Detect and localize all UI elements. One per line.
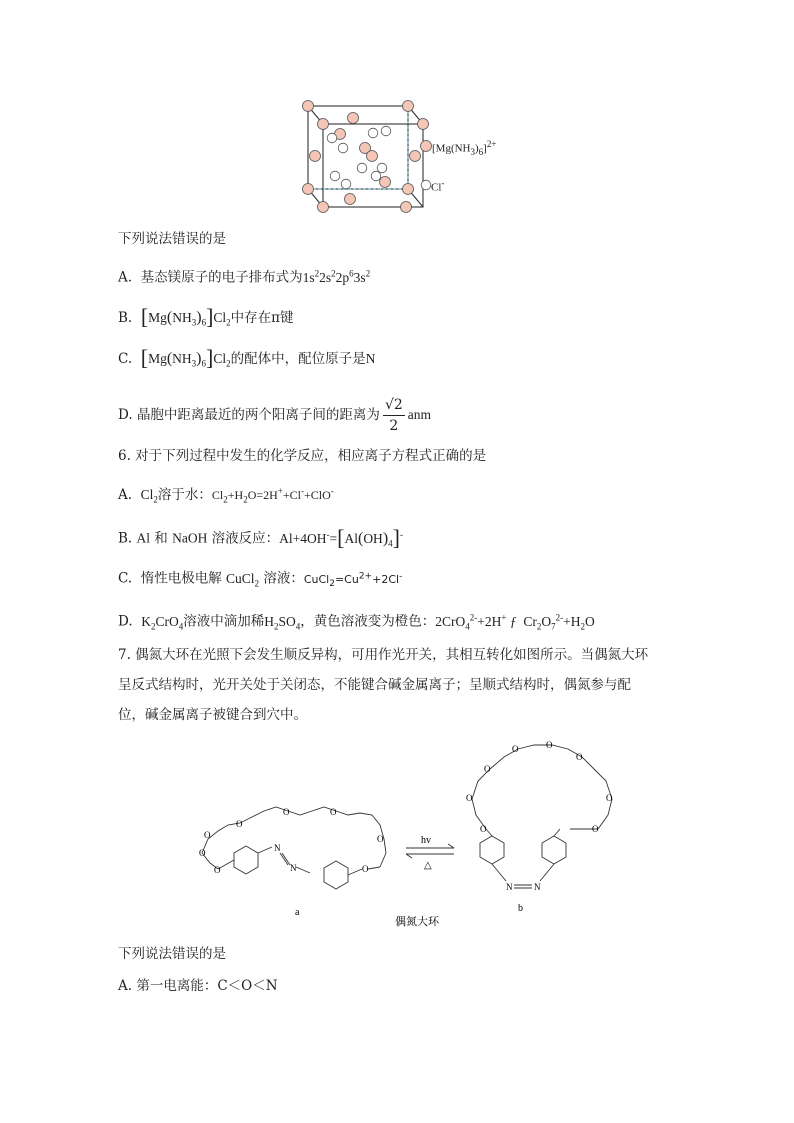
label-b: b — [518, 903, 523, 914]
q5-stem: 下列说法错误的是 — [118, 231, 226, 247]
q5-option-d: D. 晶胞中距离最近的两个阳离子间的距离为 $\frac{√2}{2}$ anm — [118, 397, 432, 434]
legend-cation-swatch — [421, 141, 432, 152]
cis-atom-labels — [466, 740, 613, 892]
q5-option-b: B. $[Mg(NH_3)_6]Cl_2$中存在π键 — [118, 304, 294, 329]
atom-O: O — [236, 819, 243, 829]
equilibrium-arrows — [406, 844, 454, 858]
atom-O: O — [480, 824, 487, 834]
q7-stem: 7. 偶氮大环在光照下会发生顺反异构，可用作光开关，其相互转化如图所示。当偶氮大环 呈反式结构时，光开关处于关闭态，不能键合碱金属离子；呈顺式结构时，偶氮参与配 位，碱金属离子被键合到穴中。 — [118, 647, 649, 723]
atom-O: O — [214, 865, 221, 875]
trans-structure-a — [202, 807, 386, 889]
cation-spheres — [303, 101, 429, 213]
azo-macrocycle-figure — [190, 735, 613, 935]
atom-N: N — [274, 843, 281, 853]
atom-O: O — [283, 807, 290, 817]
atom-O: O — [576, 752, 583, 762]
legend-anion-label: Cl- — [431, 178, 445, 194]
figure-caption: 偶氮大环 — [395, 916, 439, 928]
arrow-label-heat: △ — [424, 860, 432, 871]
q6-option-c: C. 惰性电极电解 CuCl$_2$ 溶液：$CuCl_2=Cu^{2+}+2Cl^-$ — [118, 570, 403, 589]
q6-option-a: A. $Cl_2$溶于水：$Cl_2+H_2O=2H^++Cl^-+ClO^-$ — [118, 486, 334, 505]
q7-question-stem: 下列说法错误的是 — [118, 946, 226, 962]
q6-option-d: D. $K_2CrO_4$溶液中滴加稀$H_2SO_4$，黄色溶液变为橙色：2CrO$_4^{2-}$+2H+ ƒ $Cr_2O_7^{2-}+H_2O$ — [118, 612, 595, 632]
legend-anion-swatch — [421, 180, 431, 190]
q7-option-a: A. 第一电离能：C＜O＜N — [118, 978, 278, 994]
q6-option-b: B. Al 和 NaOH 溶液反应：$Al+4OH^-=[Al(OH)_4]^-$ — [118, 524, 403, 550]
atom-O: O — [546, 740, 553, 750]
legend-cation-label: $[Mg(NH_3)_6]^{2+}$ — [432, 139, 497, 157]
arrow-label-hv: hv — [421, 835, 431, 846]
atom-O: O — [362, 864, 369, 874]
atom-N: N — [506, 882, 513, 892]
q5-option-a: A. 基态镁原子的电子排布式为$1s^22s^22p^63s^2$ — [118, 268, 371, 286]
atom-O: O — [466, 793, 473, 803]
atom-O: O — [330, 807, 337, 817]
atom-O: O — [199, 848, 206, 858]
atom-N: N — [290, 863, 297, 873]
atom-O: O — [204, 830, 211, 840]
atom-O: O — [377, 834, 384, 844]
atom-O: O — [484, 764, 491, 774]
atom-O: O — [512, 744, 519, 754]
trans-atom-labels — [199, 807, 384, 875]
cis-structure-b — [472, 745, 612, 888]
atom-O: O — [592, 824, 599, 834]
atom-N: N — [534, 882, 541, 892]
q6-stem: 6. 对于下列过程中发生的化学反应，相应离子方程式正确的是 — [118, 448, 487, 464]
q5-option-c: C. $[Mg(NH_3)_6]Cl_2$的配体中，配位原子是N — [118, 345, 376, 370]
crystal-cell-figure — [290, 96, 520, 220]
label-a: a — [295, 907, 300, 918]
atom-O: O — [606, 793, 613, 803]
